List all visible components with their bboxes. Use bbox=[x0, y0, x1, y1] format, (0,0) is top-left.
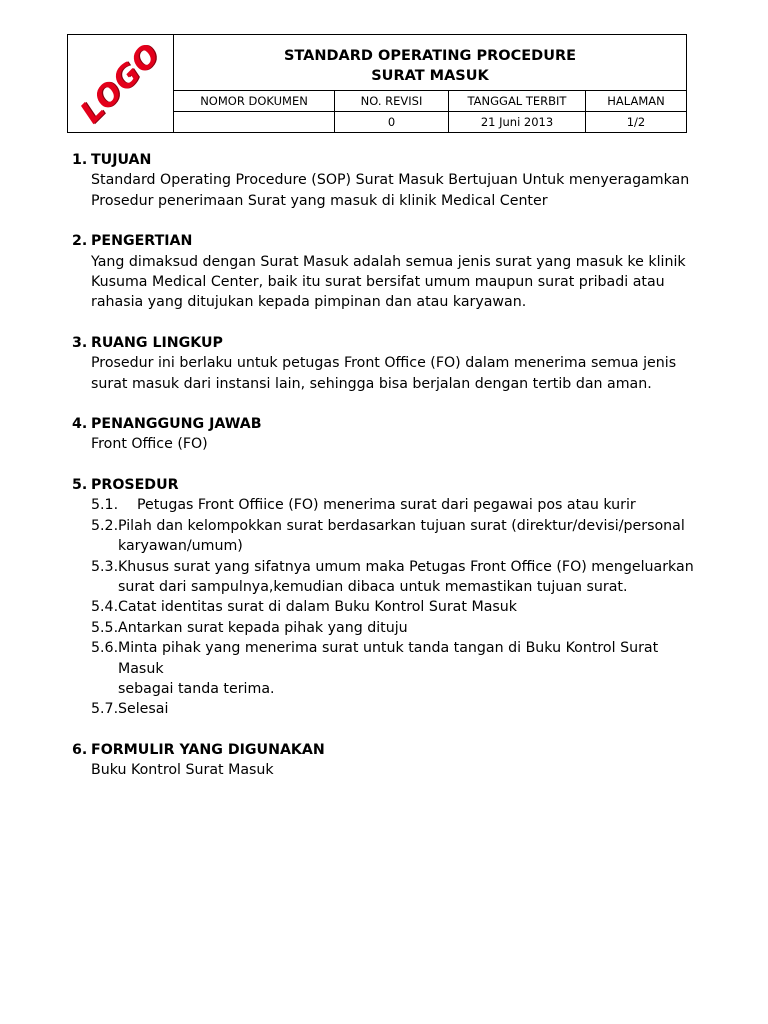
section-heading: 6. FORMULIR YANG DIGUNAKAN bbox=[72, 741, 325, 758]
company-logo: LOGO bbox=[73, 36, 168, 131]
procedure-step: 5.4. Catat identitas surat di dalam Buku Kontrol Surat Masuk bbox=[91, 599, 517, 616]
section-body: Buku Kontrol Surat Masuk bbox=[91, 762, 274, 779]
col-header-no-revisi: NO. REVISI bbox=[335, 91, 449, 112]
section-formulir bbox=[72, 740, 702, 781]
section-pengertian bbox=[72, 231, 702, 313]
procedure-step: 5.5. Antarkan surat kepada pihak yang dituju bbox=[91, 619, 408, 636]
sop-header-table bbox=[67, 34, 687, 133]
section-body: Front Office (FO) bbox=[91, 436, 208, 453]
procedure-step: 5.7. Selesai bbox=[91, 701, 169, 718]
section-body: Yang dimaksud dengan Surat Masuk adalah semua jenis surat yang masuk ke klinik Kusuma Medical Center, baik itu surat bersifat umum maupun surat pribadi atau rahasia yang ditujukan kepada pimpinan dan atau karyawan. bbox=[91, 253, 686, 311]
title-cell bbox=[174, 35, 687, 91]
procedure-step: 5.3. Khusus surat yang sifatnya umum maka Petugas Front Office (FO) mengeluarkan surat dari sampulnya,kemudian dibaca untuk memastikan tujuan surat. bbox=[91, 558, 694, 595]
col-header-halaman: HALAMAN bbox=[586, 91, 687, 112]
document-body bbox=[72, 150, 702, 801]
section-body: Prosedur ini berlaku untuk petugas Front Office (FO) dalam menerima semua jenis surat masuk dari instansi lain, sehingga bisa berjalan dengan tertib dan aman. bbox=[91, 355, 677, 392]
section-heading: 2. PENGERTIAN bbox=[72, 233, 193, 250]
section-heading: 5. PROSEDUR bbox=[72, 476, 179, 493]
section-heading: 3. RUANG LINGKUP bbox=[72, 334, 223, 351]
document-subtitle: SURAT MASUK bbox=[371, 67, 489, 84]
logo-cell bbox=[68, 35, 174, 133]
procedure-step: 5.6. Minta pihak yang menerima surat untuk tanda tangan di Buku Kontrol Surat Masuk sebagai tanda terima. bbox=[91, 640, 659, 697]
value-halaman: 1/2 bbox=[586, 112, 687, 133]
col-header-nomor-dokumen: NOMOR DOKUMEN bbox=[174, 91, 335, 112]
procedure-step: 5.1. Petugas Front Offiice (FO) menerima surat dari pegawai pos atau kurir bbox=[91, 497, 636, 514]
value-no-revisi: 0 bbox=[335, 112, 449, 133]
section-ruang-lingkup bbox=[72, 333, 702, 394]
section-heading: 4. PENANGGUNG JAWAB bbox=[72, 416, 262, 433]
procedure-step: 5.2. Pilah dan kelompokkan surat berdasarkan tujuan surat (direktur/devisi/personal karyawan/umum) bbox=[91, 517, 685, 555]
document-title: STANDARD OPERATING PROCEDURE bbox=[283, 47, 577, 64]
section-penanggung-jawab bbox=[72, 414, 702, 455]
col-header-tanggal-terbit: TANGGAL TERBIT bbox=[449, 91, 586, 112]
value-nomor-dokumen bbox=[174, 112, 335, 133]
section-heading: 1. TUJUAN bbox=[72, 152, 152, 168]
section-prosedur bbox=[72, 475, 702, 720]
section-body: Standard Operating Procedure (SOP) Surat Masuk Bertujuan Untuk menyeragamkan Prosedur penerimaan Surat yang masuk di klinik Medical Center bbox=[91, 172, 690, 209]
value-tanggal-terbit: 21 Juni 2013 bbox=[449, 112, 586, 133]
section-tujuan bbox=[72, 150, 702, 211]
